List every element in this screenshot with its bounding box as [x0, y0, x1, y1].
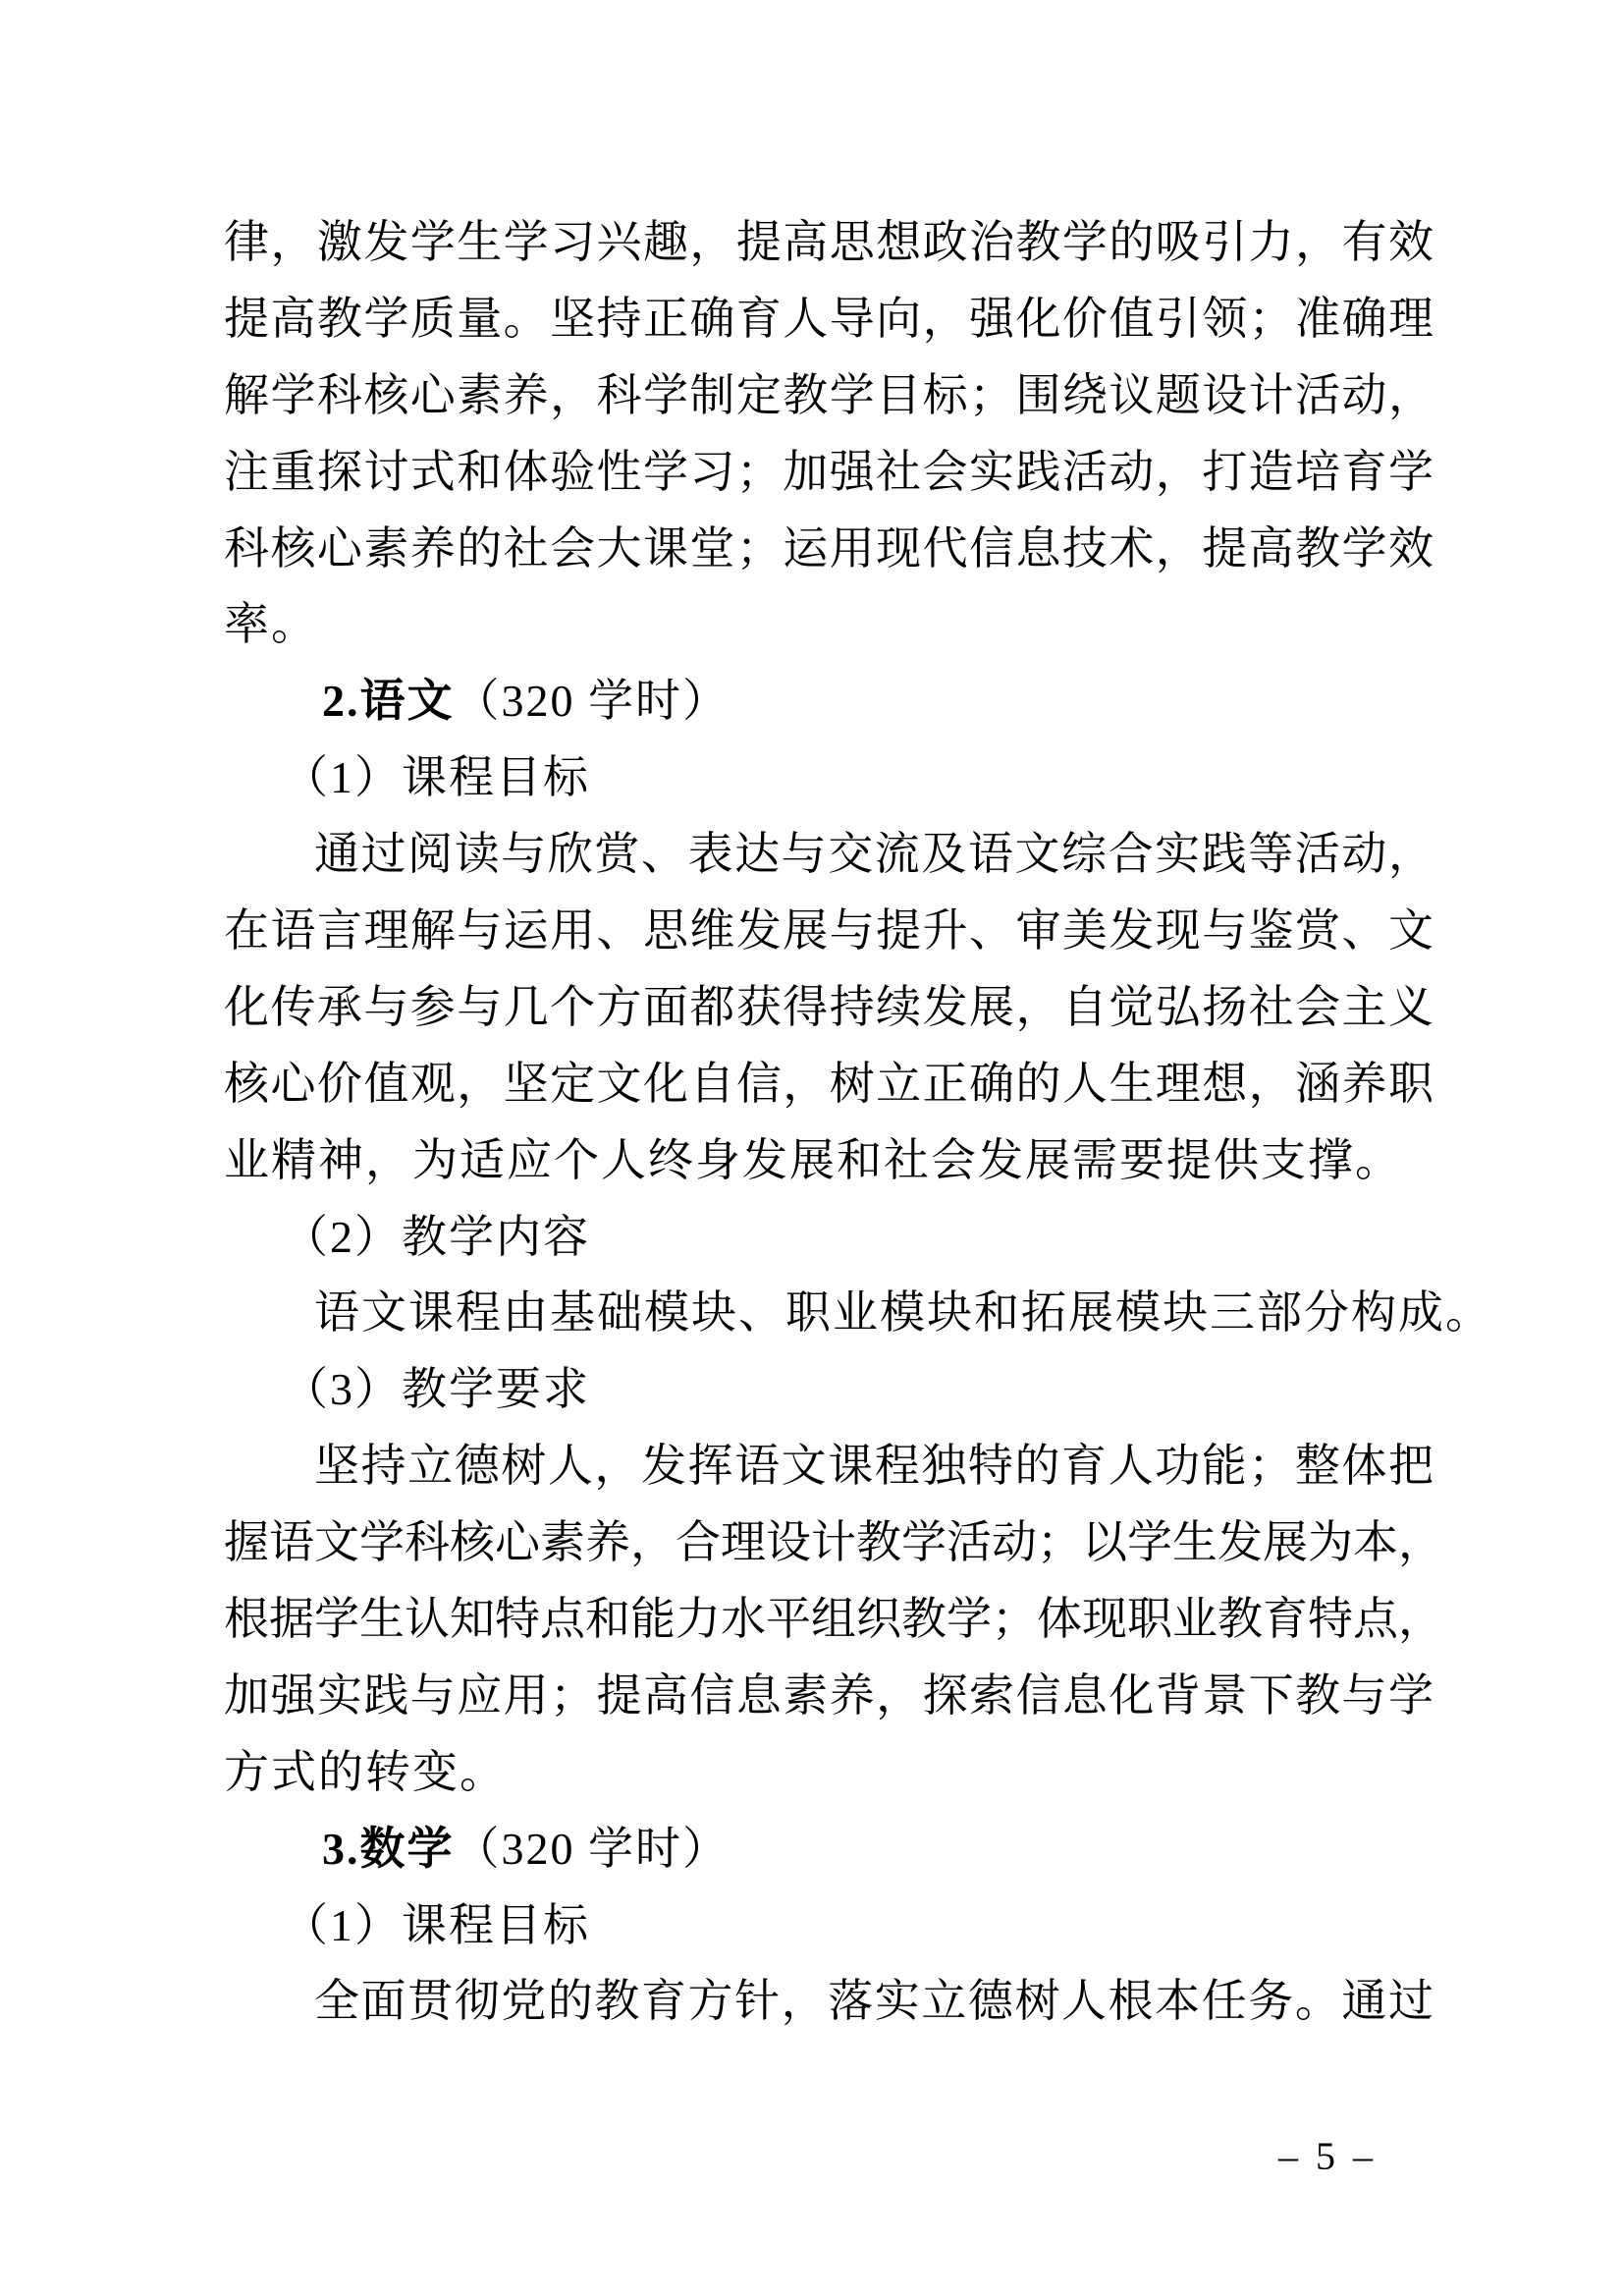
text-line: （1）课程目标	[283, 1899, 590, 1950]
heading-hours: （320 学时）	[454, 1823, 730, 1874]
heading-number-title: 2.语文	[322, 676, 455, 727]
text-line: （2）教学内容	[283, 1211, 590, 1262]
text-line: 科 核 心 素 养 的 社 会 大 课 堂 ； 运 用 现 代 信 息 技 术 ， 提 高 教 学 效	[224, 522, 1434, 574]
text-line: 坚 持 立 德 树 人 ， 发 挥 语 文 课 程 独 特 的 育 人 功 能 ； 整 体 把	[314, 1441, 1434, 1492]
section-heading-line	[224, 663, 1434, 739]
text-line: 核 心 价 值 观 ， 坚 定 文 化 自 信 ， 树 立 正 确 的 人 生 理 想 ， 涵 养 职	[224, 1058, 1434, 1109]
page-number: – 5 –	[1278, 2134, 1377, 2178]
document-body	[224, 204, 1492, 2040]
text-line: 全 面 贯 彻 党 的 教 育 方 针 ， 落 实 立 德 树 人 根 本 任 务 。 通 过	[314, 1976, 1434, 2027]
section-heading-line	[224, 1811, 1434, 1887]
text-line: 律 ， 激 发 学 生 学 习 兴 趣 ， 提 高 思 想 政 治 教 学 的 吸 引 力 ， 有 效	[224, 217, 1434, 267]
text-line: 语文课程由基础模块、职业模块和拓展模块三部分构成。	[314, 1287, 1492, 1339]
text-line: 方式的转变。	[224, 1746, 507, 1797]
heading-hours: （320 学时）	[454, 676, 730, 727]
text-line: 化 传 承 与 参 与 几 个 方 面 都 获 得 持 续 发 展 ， 自 觉 弘 扬 社 会 主 义	[224, 981, 1434, 1032]
text-line: 率。	[224, 599, 318, 650]
text-line: 在 语 言 理 解 与 运 用 、 思 维 发 展 与 提 升 、 审 美 发 现 与 鉴 赏 、 文	[224, 905, 1434, 957]
text-line: （1）课程目标	[283, 752, 590, 803]
heading-number-title: 3.数学	[322, 1823, 455, 1874]
text-line: （3）教学要求	[283, 1364, 590, 1415]
text-line: 根 据 学 生 认 知 特 点 和 能 力 水 平 组 织 教 学 ； 体 现 职 业 教 育 特 点 ，	[224, 1594, 1443, 1645]
text-line: 业精神，为适应个人终身发展和社会发展需要提供支撑。	[224, 1134, 1402, 1185]
text-line: 解 学 科 核 心 素 养 ， 科 学 制 定 教 学 目 标 ； 围 绕 议 题 设 计 活 动 ，	[224, 369, 1434, 420]
text-line: 通 过 阅 读 与 欣 赏 、 表 达 与 交 流 及 语 文 综 合 实 践 等 活 动 ，	[314, 829, 1434, 880]
text-line: 提 高 教 学 质 量 。 坚 持 正 确 育 人 导 向 ， 强 化 价 值 引 领 ； 准 确 理	[224, 293, 1434, 344]
text-line: 注 重 探 讨 式 和 体 验 性 学 习 ； 加 强 社 会 实 践 活 动 ， 打 造 培 育 学	[224, 446, 1434, 497]
text-line: 握 语 文 学 科 核 心 素 养 ， 合 理 设 计 教 学 活 动 ； 以 学 生 发 展 为 本 ，	[224, 1517, 1443, 1568]
text-line: 加 强 实 践 与 应 用 ； 提 高 信 息 素 养 ， 探 索 信 息 化 背 景 下 教 与 学	[224, 1669, 1434, 1721]
